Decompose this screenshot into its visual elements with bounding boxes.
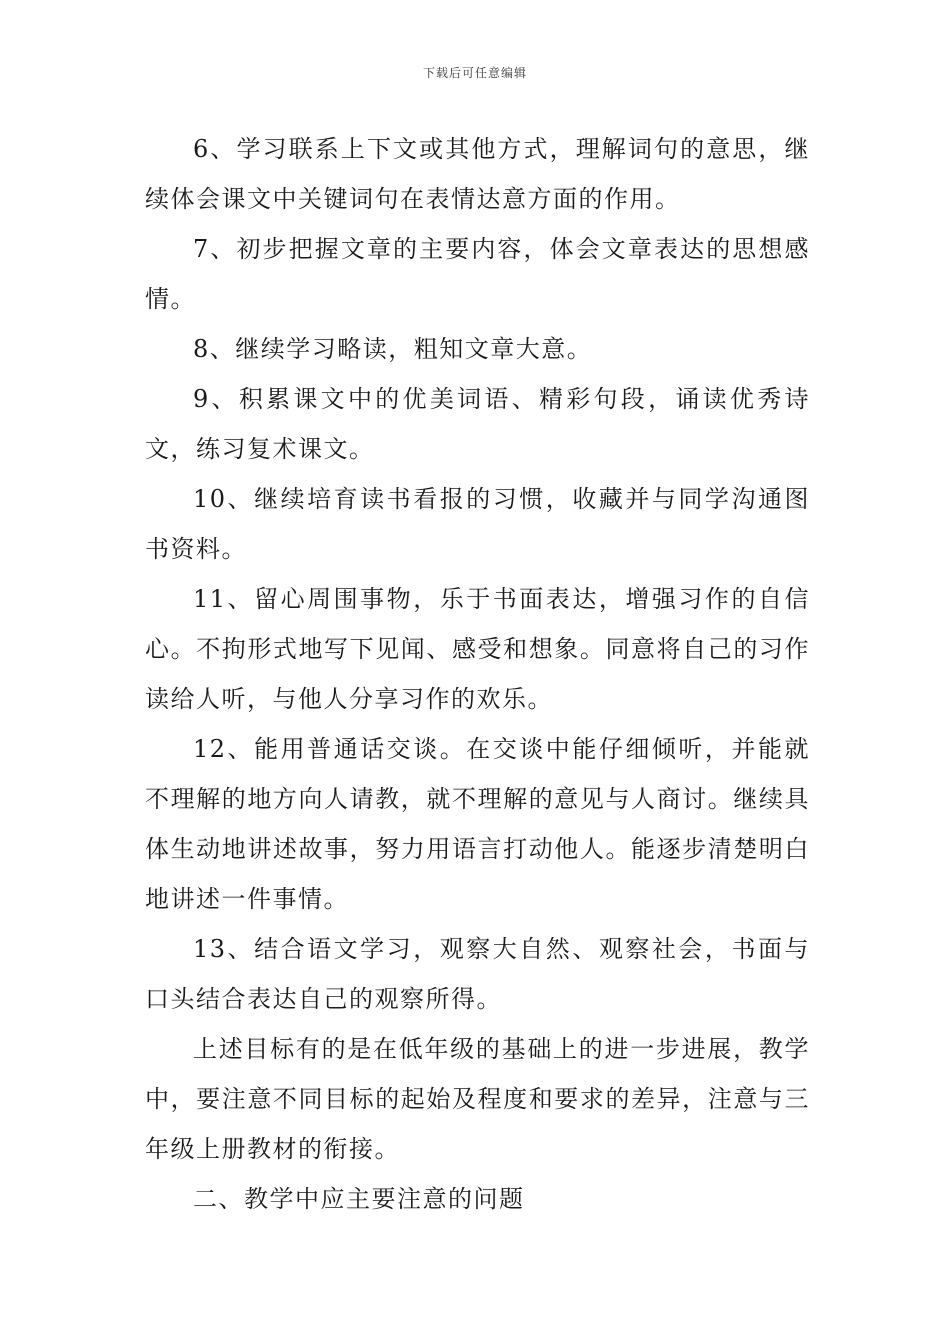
paragraph-goal-10: 10、继续培育读书看报的习惯，收藏并与同学沟通图书资料。 (145, 485, 810, 563)
paragraph-goal-6: 6、学习联系上下文或其他方式，理解词句的意思，继续体会课文中关键词句在表情达意方面的作用。 (145, 135, 810, 213)
paragraph-goal-9: 9、积累课文中的优美词语、精彩句段，诵读优秀诗文，练习复术课文。 (145, 385, 810, 463)
paragraph-goal-11: 11、留心周围事物，乐于书面表达，增强习作的自信心。不拘形式地写下见闻、感受和想象。同意将自己的习作读给人听，与他人分享习作的欢乐。 (145, 585, 810, 713)
page-header: 下载后可任意编辑 (422, 66, 527, 80)
paragraph-summary: 上述目标有的是在低年级的基础上的进一步进展，教学中，要注意不同目标的起始及程度和要求的差异，注意与三年级上册教材的衔接。 (145, 1035, 810, 1163)
section-heading: 二、教学中应主要注意的问题 (193, 1185, 525, 1213)
paragraph-goal-12: 12、能用普通话交谈。在交谈中能仔细倾听，并能就不理解的地方向人请教，就不理解的意见与人商讨。继续具体生动地讲述故事，努力用语言打动他人。能逐步清楚明白地讲述一件事情。 (145, 735, 810, 913)
paragraph-goal-13: 13、结合语文学习，观察大自然、观察社会，书面与口头结合表达自己的观察所得。 (145, 935, 810, 1013)
document-body (145, 124, 810, 1224)
paragraph-goal-8: 8、继续学习略读，粗知文章大意。 (193, 335, 593, 363)
paragraph-goal-7: 7、初步把握文章的主要内容，体会文章表达的思想感情。 (145, 235, 810, 313)
